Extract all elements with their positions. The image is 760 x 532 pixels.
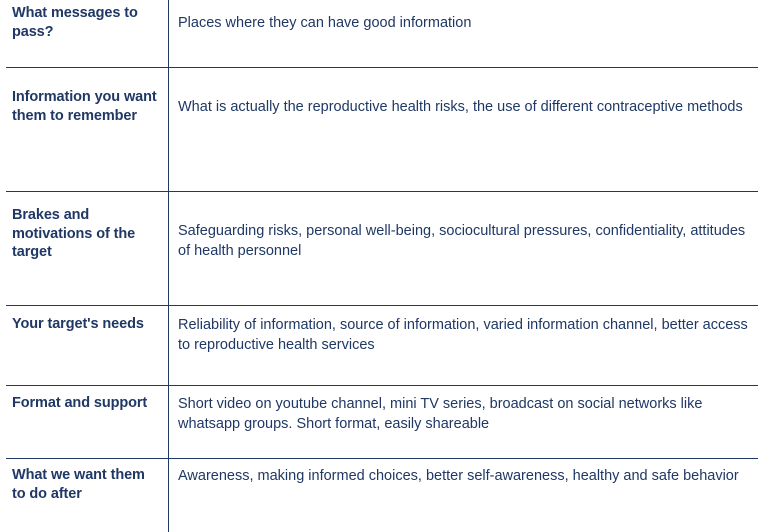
table-row — [6, 0, 758, 68]
row-label: What messages to pass? — [6, 0, 169, 68]
row-value: Short video on youtube channel, mini TV series, broadcast on social networks like whatsapp groups. Short format, easily shareable — [169, 386, 759, 459]
row-value: What is actually the reproductive health risks, the use of different contraceptive methods — [169, 68, 759, 192]
table-row — [6, 459, 758, 532]
row-value: Reliability of information, source of information, varied information channel, better access to reproductive health services — [169, 306, 759, 386]
table-row — [6, 68, 758, 192]
row-value: Safeguarding risks, personal well-being, sociocultural pressures, confidentiality, attitudes of health personnel — [169, 192, 759, 306]
table-row — [6, 386, 758, 459]
table-row — [6, 192, 758, 306]
row-label: Format and support — [6, 386, 169, 459]
communication-brief-table — [6, 0, 758, 532]
row-label: Brakes and motivations of the target — [6, 192, 169, 306]
table-row — [6, 306, 758, 386]
row-value: Awareness, making informed choices, better self-awareness, healthy and safe behavior — [169, 459, 759, 532]
row-value: Places where they can have good information — [169, 0, 759, 68]
row-label: What we want them to do after — [6, 459, 169, 532]
row-label: Your target's needs — [6, 306, 169, 386]
row-label: Information you want them to remember — [6, 68, 169, 192]
